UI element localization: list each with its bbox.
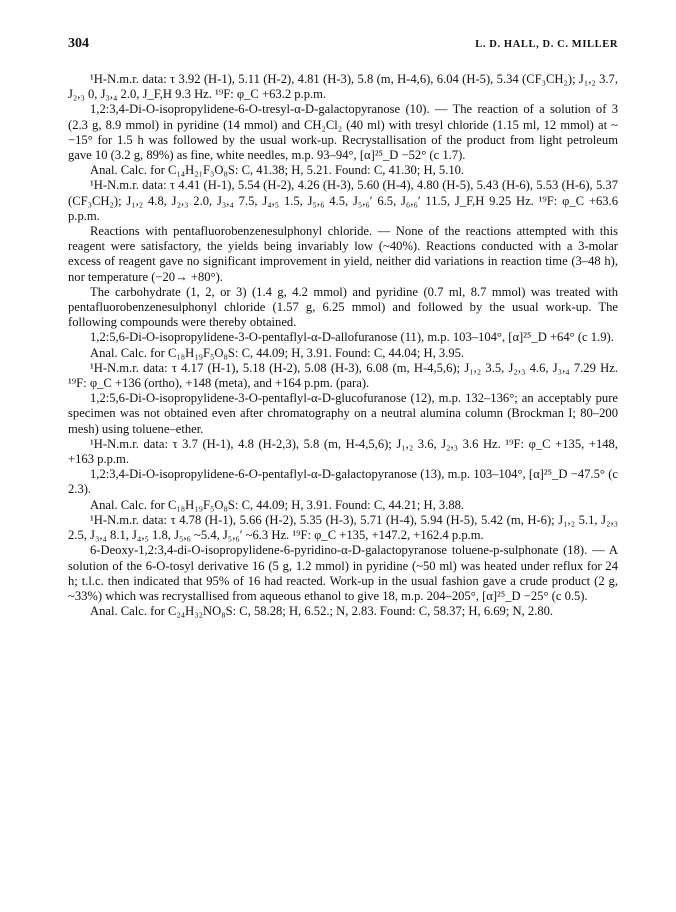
compound-12-paragraph: 1,2:5,6-Di-O-isopropylidene-3-O-pentaflyl-α-D-glucofuranose (12), m.p. 132–136°; an acceptably pure specimen was not obtained even after chromatography on a neutral alumina column (Brockman I; 80–200 mesh) using toluene–ether. — [68, 391, 618, 436]
analysis-paragraph: Anal. Calc. for C₂₄H₃₂NO₈S: C, 58.28; H, 6.52.; N, 2.83. Found: C, 58.37; H, 6.69; N, 2.80. — [90, 604, 554, 619]
compound-18-preparation: 6-Deoxy-1,2:3,4-di-O-isopropylidene-6-pyridino-α-D-galactopyranose toluene-p-sulphonate (18). — A solution of the 6-O-tosyl derivative 16 (5 g, 1.2 mmol) in pyridine (~50 ml) was heated under reflux for 24 h; t.l.c. then indicated that 95% of 16 had reacted. Work-up in the usual fashion gave a crude product (2 g, ~33%) which was recrystallised from aqueous ethanol to give 18, m.p. 204–205°, [α]²⁵_D −25° (c 0.5). — [68, 543, 618, 603]
page-number: 304 — [68, 36, 89, 51]
compound-11-paragraph: 1,2:5,6-Di-O-isopropylidene-3-O-pentaflyl-α-D-allofuranose (11), m.p. 103–104°, [α]²⁵_D +64° (c 1.9). — [90, 330, 614, 345]
journal-page — [68, 36, 618, 619]
general-procedure-paragraph: The carbohydrate (1, 2, or 3) (1.4 g, 4.2 mmol) and pyridine (0.7 ml, 8.7 mmol) was treated with pentafluorobenzenesulphonyl chloride (1.57 g, 6.25 mmol) and followed by the usual work-up. The following compounds were thereby obtained. — [68, 284, 618, 330]
analysis-paragraph: Anal. Calc. for C₁₄H₂₁F₃O₈S: C, 41.38; H, 5.21. Found: C, 41.30; H, 5.10. — [90, 163, 465, 178]
nmr-data-paragraph: ¹H-N.m.r. data: τ 4.78 (H-1), 5.66 (H-2), 5.35 (H-3), 5.71 (H-4), 5.94 (H-5), 5.42 (m, H-6); J₁,₂ 5.1, J₂,₃ 2.5, J₃,₄ 8.1, J₄,₅ 1.8, J₅,₆ ~5.4, J₅,₆′ ~6.3 Hz. ¹⁹F: φ_C +135, +147.2, +162.4 p.p.m. — [68, 512, 618, 543]
nmr-data-paragraph: ¹H-N.m.r. data: τ 3.92 (H-1), 5.11 (H-2), 4.81 (H-3), 5.8 (m, H-4,6), 6.04 (H-5), 5.34 (CF₃CH₂); J₁,₂ 3.7, J₂,₃ 0, J₃,₄ 2.0, J_F,H 9.3 Hz. ¹⁹F: φ_C +63.2 p.p.m. — [68, 72, 618, 102]
analysis-paragraph: Anal. Calc. for C₁₈H₁₉F₅O₈S: C, 44.09; H, 3.91. Found: C, 44.04; H, 3.95. — [90, 345, 465, 360]
compound-10-preparation: 1,2:3,4-Di-O-isopropylidene-6-O-tresyl-α-D-galactopyranose (10). — The reaction of a solution of 3 (2.3 g, 8.9 mmol) in pyridine (14 mmol) and CH₂Cl₂ (40 ml) with tresyl chloride (1.15 ml, 12 mmol) at ~ −15° for 1.5 h was followed by the usual work-up. Recrystallisation of the product from light petroleum gave 10 (3.2 g, 89%) as fine, white needles, m.p. 93–94°, [α]²⁵_D −52° (c 1.7). — [68, 102, 618, 163]
page-header — [68, 36, 618, 60]
analysis-paragraph: Anal. Calc. for C₁₈H₁₉F₅O₈S: C, 44.09; H, 3.91. Found: C, 44.21; H, 3.88. — [90, 497, 465, 512]
nmr-data-paragraph: ¹H-N.m.r. data: τ 3.7 (H-1), 4.8 (H-2,3), 5.8 (m, H-4,5,6); J₁,₂ 3.6, J₂,₃ 3.6 Hz. ¹⁹F: φ_C +135, +148, +163 p.p.m. — [68, 436, 618, 467]
running-head: L. D. HALL, D. C. MILLER — [475, 39, 618, 50]
nmr-data-paragraph: ¹H-N.m.r. data: τ 4.17 (H-1), 5.18 (H-2), 5.08 (H-3), 6.08 (m, H-4,5,6); J₁,₂ 3.5, J₂,₃ 4.6, J₃,₄ 7.29 Hz. ¹⁹F: φ_C +136 (ortho), +148 (meta), and +164 p.pm. (para). — [68, 360, 618, 391]
section-pentafluorobenzenesulphonyl: Reactions with pentafluorobenzenesulphonyl chloride. — None of the reactions attempted with this reagent were satisfactory, the yields being invariably low (~40%). Reactions conducted with a 3-molar excess of reagent gave no significant improvement in yield, neither did variations in reaction time (3–48 h), nor temperature (−20→ +80°). — [68, 224, 618, 284]
compound-13-paragraph: 1,2:3,4-Di-O-isopropylidene-6-O-pentaflyl-α-D-galactopyranose (13), m.p. 103–104°, [α]²⁵_D −47.5° (c 2.3). — [68, 467, 618, 497]
nmr-data-paragraph: ¹H-N.m.r. data: τ 4.41 (H-1), 5.54 (H-2), 4.26 (H-3), 5.60 (H-4), 4.80 (H-5), 5.43 (H-6), 5.53 (H-6), 5.37 (CF₃CH₂); J₁,₂ 4.8, J₂,₃ 2.0, J₃,₄ 7.5, J₄,₅ 1.5, J₅,₆ 4.5, J₅,₆′ 6.5, J₆,₆′ 11.5, J_F,H 9.25 Hz. ¹⁹F: φ_C +63.6 p.p.m. — [68, 178, 618, 223]
